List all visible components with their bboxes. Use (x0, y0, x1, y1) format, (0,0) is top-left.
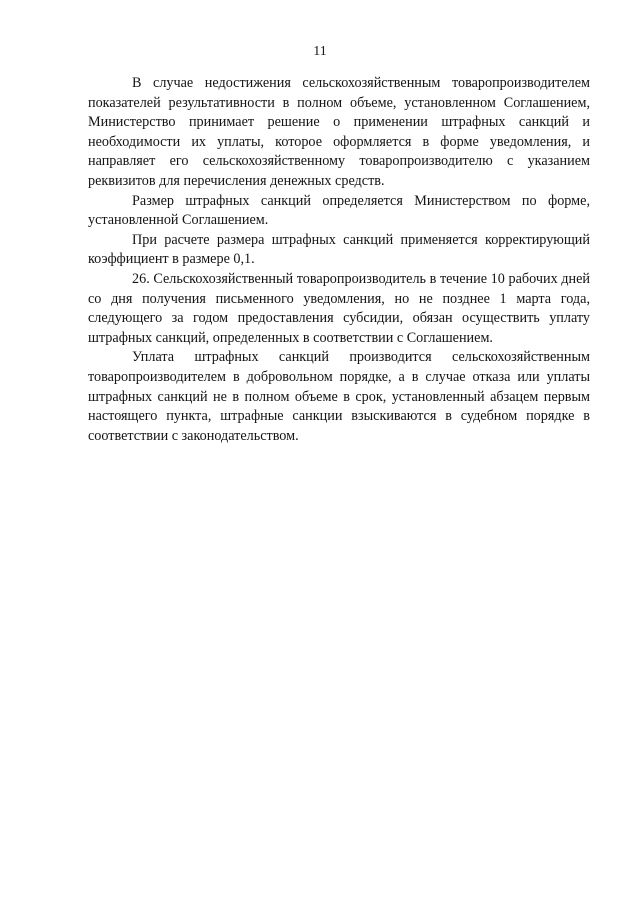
paragraph-clause-26: 26. Сельскохозяйственный товаропроизводитель в течение 10 рабочих дней со дня получения письменного уведомления, но не позднее 1 марта года, следующего за годом предоставления субсидии, обязан осуществить уплату штрафных санкций, определенных в соответствии с Соглашением. (88, 270, 590, 346)
document-body (88, 74, 590, 446)
page-number: 11 (313, 44, 327, 59)
paragraph-penalty-amount: Размер штрафных санкций определяется Министерством по форме, установленной Соглашением. (88, 192, 590, 229)
paragraph-correction-coefficient: При расчете размера штрафных санкций применяется корректирующий коэффициент в размере 0,1. (88, 231, 590, 268)
paragraph-penalty-collection: Уплата штрафных санкций производится сельскохозяйственным товаропроизводителем в добровольном порядке, а в случае отказа или уплаты штрафных санкций не в полном объеме в срок, установленный абзацем первым настоящего пункта, штрафные санкции взыскиваются в судебном порядке в соответствии с законодательством. (88, 349, 590, 444)
paragraph-penalty-decision: В случае недостижения сельскохозяйственным товаропроизводителем показателей результативности в полном объеме, установленном Соглашением, Министерство принимает решение о применении штрафных санкций и необходимости их уплаты, которое оформляется в форме уведомления, и направляет его сельскохозяйственному товаропроизводителю с указанием реквизитов для перечисления денежных средств. (88, 75, 590, 189)
